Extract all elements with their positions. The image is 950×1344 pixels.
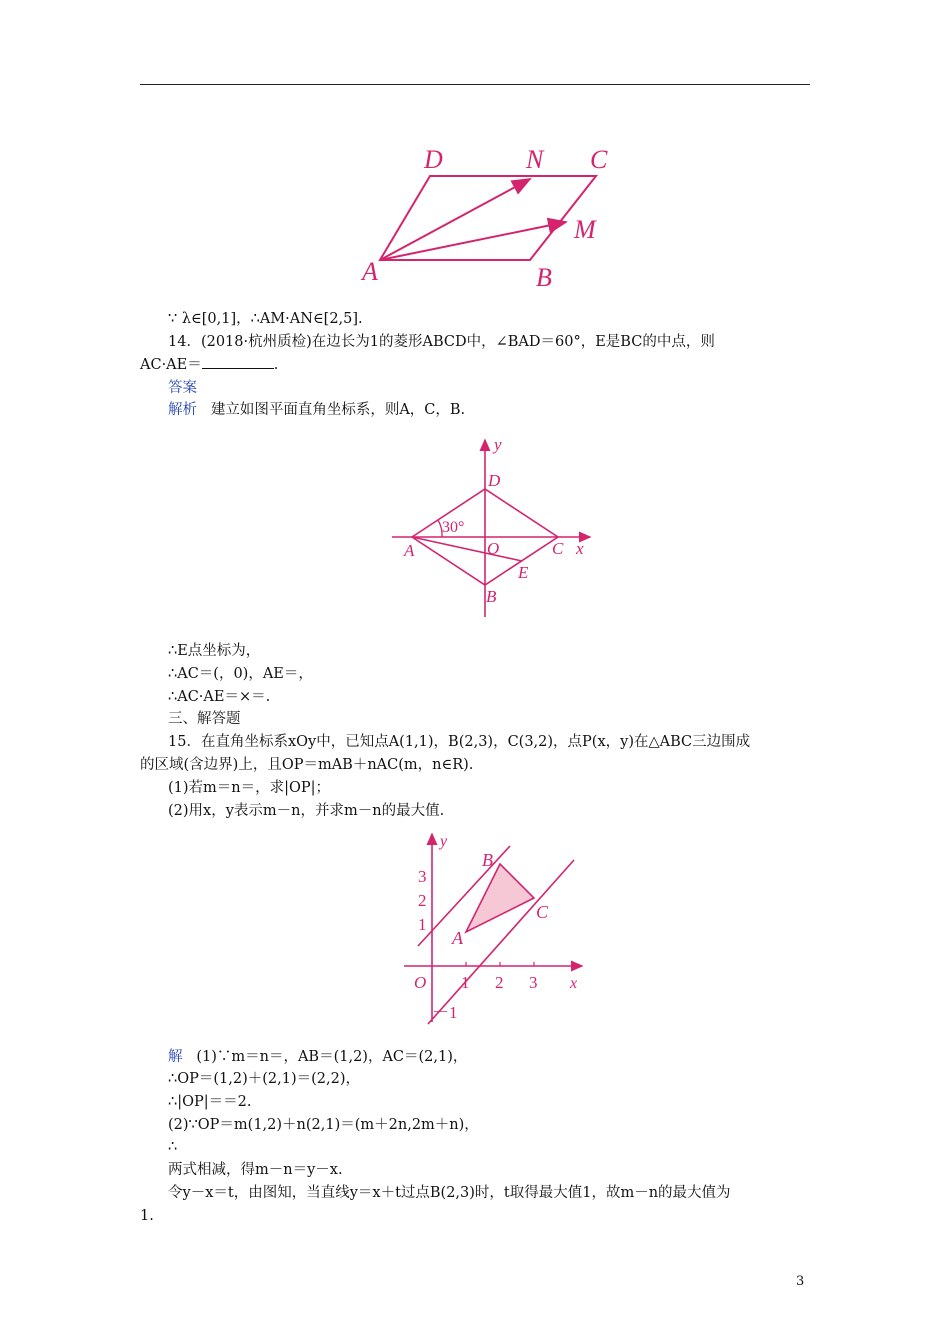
q14-line1: 14．(2018·杭州质检)在边长为1的菱形ABCD中，∠BAD＝60°，E是BC的中点，则: [168, 334, 715, 350]
lambda-line: ∵ λ∈[0,1]，∴AM·AN∈[2,5].: [168, 311, 363, 327]
answer-label: 答案: [168, 380, 197, 396]
section-heading: 三、解答题: [168, 711, 241, 727]
label-a: A: [404, 541, 415, 560]
answer-blank: [202, 354, 274, 369]
q14-step1: ∴E点坐标为，: [168, 643, 261, 659]
analysis-label: 解析: [168, 402, 197, 418]
q14-step3: ∴AC·AE＝×＝.: [168, 689, 271, 705]
header-rule: [140, 84, 810, 85]
q14-line2: [140, 354, 278, 376]
q15-part2: (2)用x，y表示m－n，并求m－n的最大值.: [168, 803, 445, 819]
ytick-2: 2: [418, 891, 427, 910]
xtick-2: 2: [495, 973, 504, 992]
label-o: O: [487, 539, 500, 558]
q14-line2-post: .: [273, 357, 279, 373]
parallelogram-figure: [340, 128, 640, 300]
q14-line2-pre: AC·AE＝: [140, 357, 202, 373]
solution-line1-text: (1)∵m＝n＝，AB＝(1,2)，AC＝(2,1)，: [196, 1049, 468, 1065]
label-c: C: [536, 902, 549, 922]
label-b: B: [486, 587, 497, 606]
label-d: D: [488, 471, 501, 490]
q15-part1: (1)若m＝n＝，求|OP|；: [168, 780, 331, 796]
analysis-text: 建立如图平面直角坐标系，则A，C，B.: [210, 402, 466, 418]
ytick-neg1: －1: [432, 1003, 458, 1022]
label-c: C: [590, 145, 608, 174]
triangle-region-figure: [398, 822, 604, 1034]
solution-line1: [168, 1046, 467, 1068]
label-x: x: [570, 975, 578, 992]
q14-step2: ∴AC＝(，0)，AE＝，: [168, 666, 313, 682]
label-a: A: [362, 257, 378, 286]
label-n: N: [526, 145, 544, 174]
page-number: 3: [796, 1274, 805, 1289]
ytick-1: 1: [418, 915, 427, 934]
xtick-1: 1: [461, 973, 470, 992]
label-x: x: [576, 539, 584, 558]
segment-ae: [412, 537, 522, 561]
label-e: E: [518, 563, 529, 582]
label-b: B: [482, 850, 493, 870]
label-d: D: [424, 145, 443, 174]
triangle-abc: [466, 864, 534, 932]
q15-line1: 15．在直角坐标系xOy中，已知点A(1,1)，B(2,3)，C(3,2)，点P(x，y)在△ABC三边围成: [168, 734, 751, 750]
ytick-3: 3: [418, 867, 427, 886]
rhombus-coordinate-figure: [372, 422, 612, 634]
label-y: y: [494, 435, 502, 454]
label-m: M: [574, 215, 596, 244]
solution-label: 解: [168, 1049, 183, 1065]
label-c: C: [552, 539, 564, 558]
label-b: B: [536, 263, 552, 292]
solution-line6: 两式相减，得m－n＝y－x.: [168, 1162, 343, 1178]
solution-line3: ∴|OP|＝＝2.: [168, 1094, 252, 1110]
xtick-3: 3: [529, 973, 538, 992]
label-o: O: [414, 973, 427, 992]
vector-an: [380, 179, 530, 260]
label-a: A: [452, 928, 463, 948]
q15-line2: 的区域(含边界)上，且OP＝mAB＋nAC(m，n∈R).: [140, 757, 474, 773]
solution-line4: (2)∵OP＝m(1,2)＋n(2,1)＝(m＋2n,2m＋n)，: [168, 1117, 479, 1133]
solution-line8: 1.: [140, 1208, 154, 1224]
solution-line2: ∴OP＝(1,2)＋(2,1)＝(2,2)，: [168, 1071, 360, 1087]
solution-line5: ∴: [168, 1139, 178, 1155]
analysis-line: [168, 399, 465, 421]
label-angle: 30°: [442, 519, 465, 536]
solution-line7: 令y－x＝t，由图知，当直线y＝x＋t过点B(2,3)时，t取得最大值1，故m－n的最大值为: [168, 1185, 731, 1201]
parallelogram-abcd: [380, 176, 596, 260]
vector-am: [380, 222, 566, 260]
label-y: y: [440, 833, 448, 850]
